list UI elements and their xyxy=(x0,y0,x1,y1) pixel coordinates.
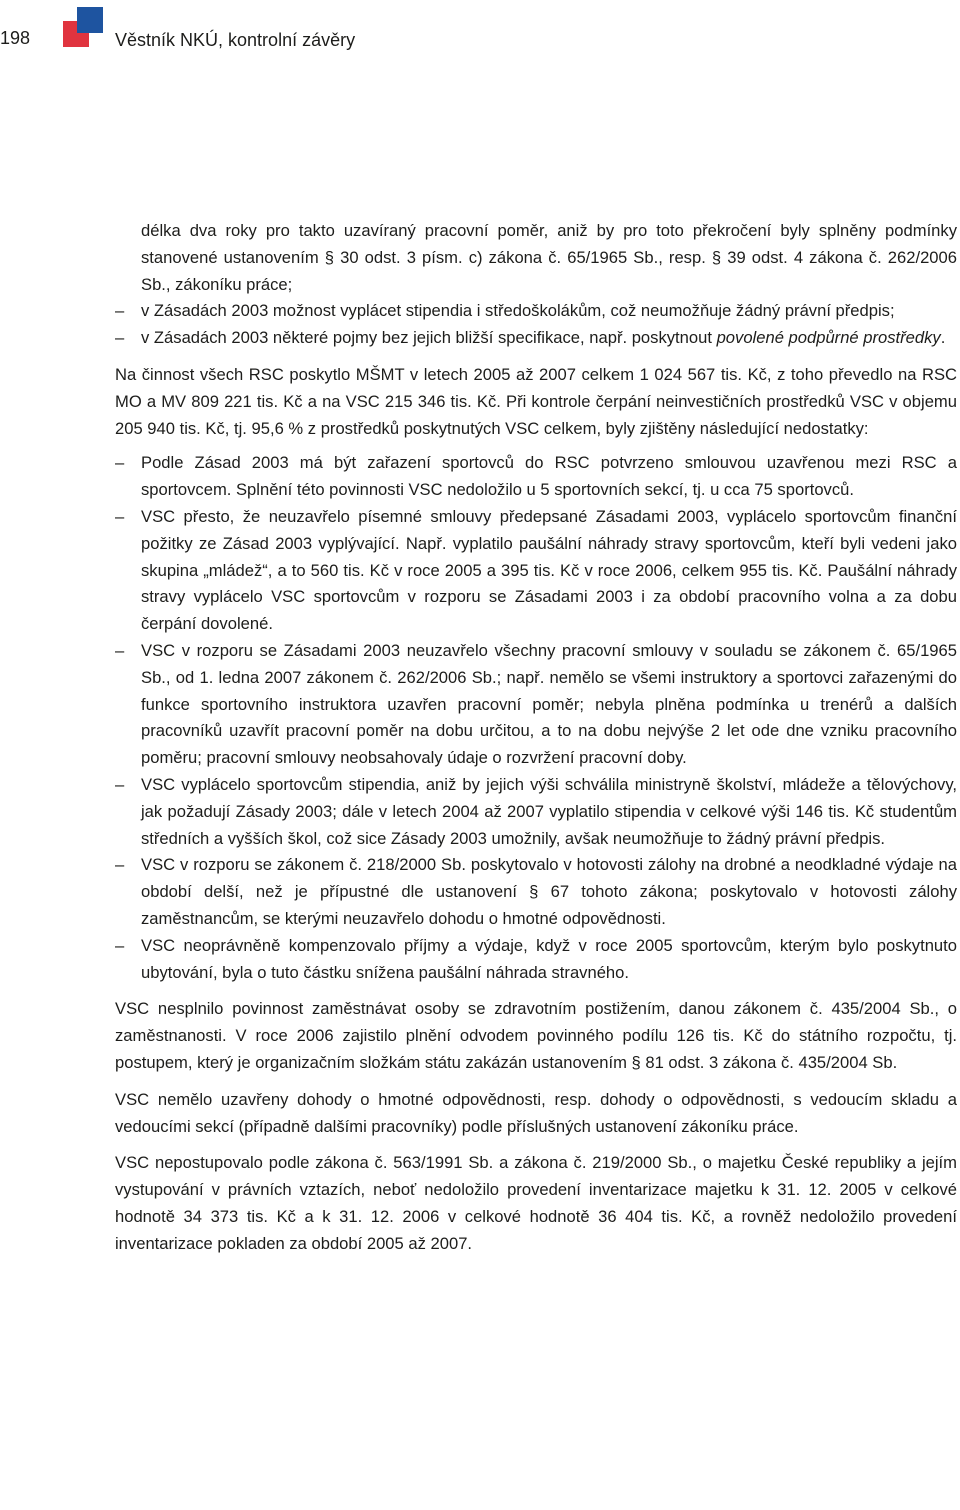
list-item: – Podle Zásad 2003 má být zařazení sportovců do RSC potvrzeno smlouvou uzavřenou mezi RSC a sportovcem. Splnění této povinnosti VSC nedoložilo u 5 sportovních sekcí, tj. u cca 75 sportovců. xyxy=(115,450,957,504)
list-item: – VSC v rozporu se Zásadami 2003 neuzavřelo všechny pracovní smlouvy v souladu se zákonem č. 65/1965 Sb., od 1. ledna 2007 zákonem č. 262/2006 Sb.; např. nemělo se všemi instruktory a sportovci zařazenými do funkce sportovního instruktora uzavřen pracovní poměr; nebyla plněna podmínka u trenérů a dalších pracovníků uzavřít pracovní poměr na dobu určitou, a to na dobu nejvýše 2 let ode dne vzniku pracovního poměru; pracovní smlouvy neobsahovaly údaje o rozvržení pracovní doby. xyxy=(115,638,957,772)
emphasis-text: povolené podpůrné prostředky xyxy=(716,328,941,348)
list-item-text: v Zásadách 2003 možnost vyplácet stipendia i středoškolákům, což neumožňuje žádný právní předpis; xyxy=(141,301,895,321)
deficiency-list-2 xyxy=(115,450,957,986)
running-title: Věstník NKÚ, kontrolní závěry xyxy=(115,30,356,50)
list-item: – VSC vyplácelo sportovcům stipendia, aniž by jejich výši schválila ministryně školství, mládeže a tělovýchovy, jak požadují Zásady 2003; dále v letech 2004 až 2007 vyplatilo stipendia v celkové výši 146 tis. Kč studentům středních a vyšších škol, což sice Zásady 2003 umožnily, avšak neumožňuje to žádný právní předpis. xyxy=(115,772,957,852)
list-item xyxy=(115,325,957,352)
page-number: 198 xyxy=(0,28,31,48)
property-paragraph: VSC nepostupovalo podle zákona č. 563/1991 Sb. a zákona č. 219/2000 Sb., o majetku České republiky a jejím vystupování v právních vztazích, neboť nedoložilo provedení inventarizace majetku k 31. 12. 2005 v celkové hodnotě 34 373 tis. Kč a k 31. 12. 2006 v celkové hodnotě 36 404 tis. Kč, a rovněž nedoložilo provedení inventarizace pokladen za období 2005 až 2007. xyxy=(115,1153,957,1253)
main-content xyxy=(115,218,957,1257)
liability-paragraph: VSC nemělo uzavřeny dohody o hmotné odpovědnosti, resp. dohody o odpovědnosti, s vedoucím skladu a vedoucími sekcí (případně dalšími pracovníky) podle příslušných ustanovení zákoníku práce. xyxy=(115,1089,957,1136)
deficiency-list-1 xyxy=(115,298,957,352)
nku-logo xyxy=(63,7,103,47)
list-item-text: v Zásadách 2003 některé pojmy bez jejich bližší specifikace, např. poskytnout xyxy=(141,328,717,348)
list-item-punctuation: . xyxy=(940,328,946,348)
logo-blue-square xyxy=(77,7,103,33)
list-item: – VSC v rozporu se zákonem č. 218/2000 Sb. poskytovalo v hotovosti zálohy na drobné a neodkladné výdaje na období delší, než je přípustné dle ustanovení § 67 tohoto zákona; poskytovalo v hotovosti zálohy zaměstnancům, se kterými neuzavřelo dohodu o hmotné odpovědnosti. xyxy=(115,852,957,932)
list-item: – VSC přesto, že neuzavřelo písemné smlouvy předepsané Zásadami 2003, vyplácelo sportovcům finanční požitky ze Zásad 2003 vyplývající. Např. vyplatilo paušální náhrady stravy sportovcům, kteří byli vedeni jako skupina „mládež“, a to 560 tis. Kč v roce 2005 a 395 tis. Kč v roce 2006, celkem 955 tis. Kč. Paušální náhrady stravy vyplácelo VSC sportovcům v rozporu se Zásadami 2003 i za období pracovního volna a za dobu čerpání dovolené. xyxy=(115,504,957,638)
continued-list-text: délka dva roky pro takto uzavíraný pracovní poměr, aniž by pro toto překročení byly splněny podmínky stanovené ustanovením § 30 odst. 3 písm. c) zákona č. 65/1965 Sb., resp. § 39 odst. 4 zákona č. 262/2006 Sb., zákoníku práce; xyxy=(141,221,957,294)
list-item xyxy=(115,298,957,325)
disabled-employment-paragraph: VSC nesplnilo povinnost zaměstnávat osoby se zdravotním postižením, danou zákonem č. 435/2004 Sb., o zaměstnanosti. V roce 2006 zajistilo plnění odvodem povinného podílu 126 tis. Kč do státního rozpočtu, tj. postupem, který je organizačním složkám státu zakázán ustanovením § 81 odst. 3 zákona č. 435/2004 Sb. xyxy=(115,999,957,1072)
funding-paragraph: Na činnost všech RSC poskytlo MŠMT v letech 2005 až 2007 celkem 1 024 567 tis. Kč, z toho převedlo na RSC MO a MV 809 221 tis. Kč a na VSC 215 346 tis. Kč. Při kontrole čerpání neinvestičních prostředků VSC v objemu 205 940 tis. Kč, tj. 95,6 % z prostředků poskytnutých VSC celkem, byly zjištěny následující nedostatky: xyxy=(115,364,957,438)
list-item: – VSC neoprávněně kompenzovalo příjmy a výdaje, když v roce 2005 sportovcům, kterým bylo poskytnuto ubytování, byla o tuto částku snížena paušální náhrada stravného. xyxy=(115,933,957,987)
